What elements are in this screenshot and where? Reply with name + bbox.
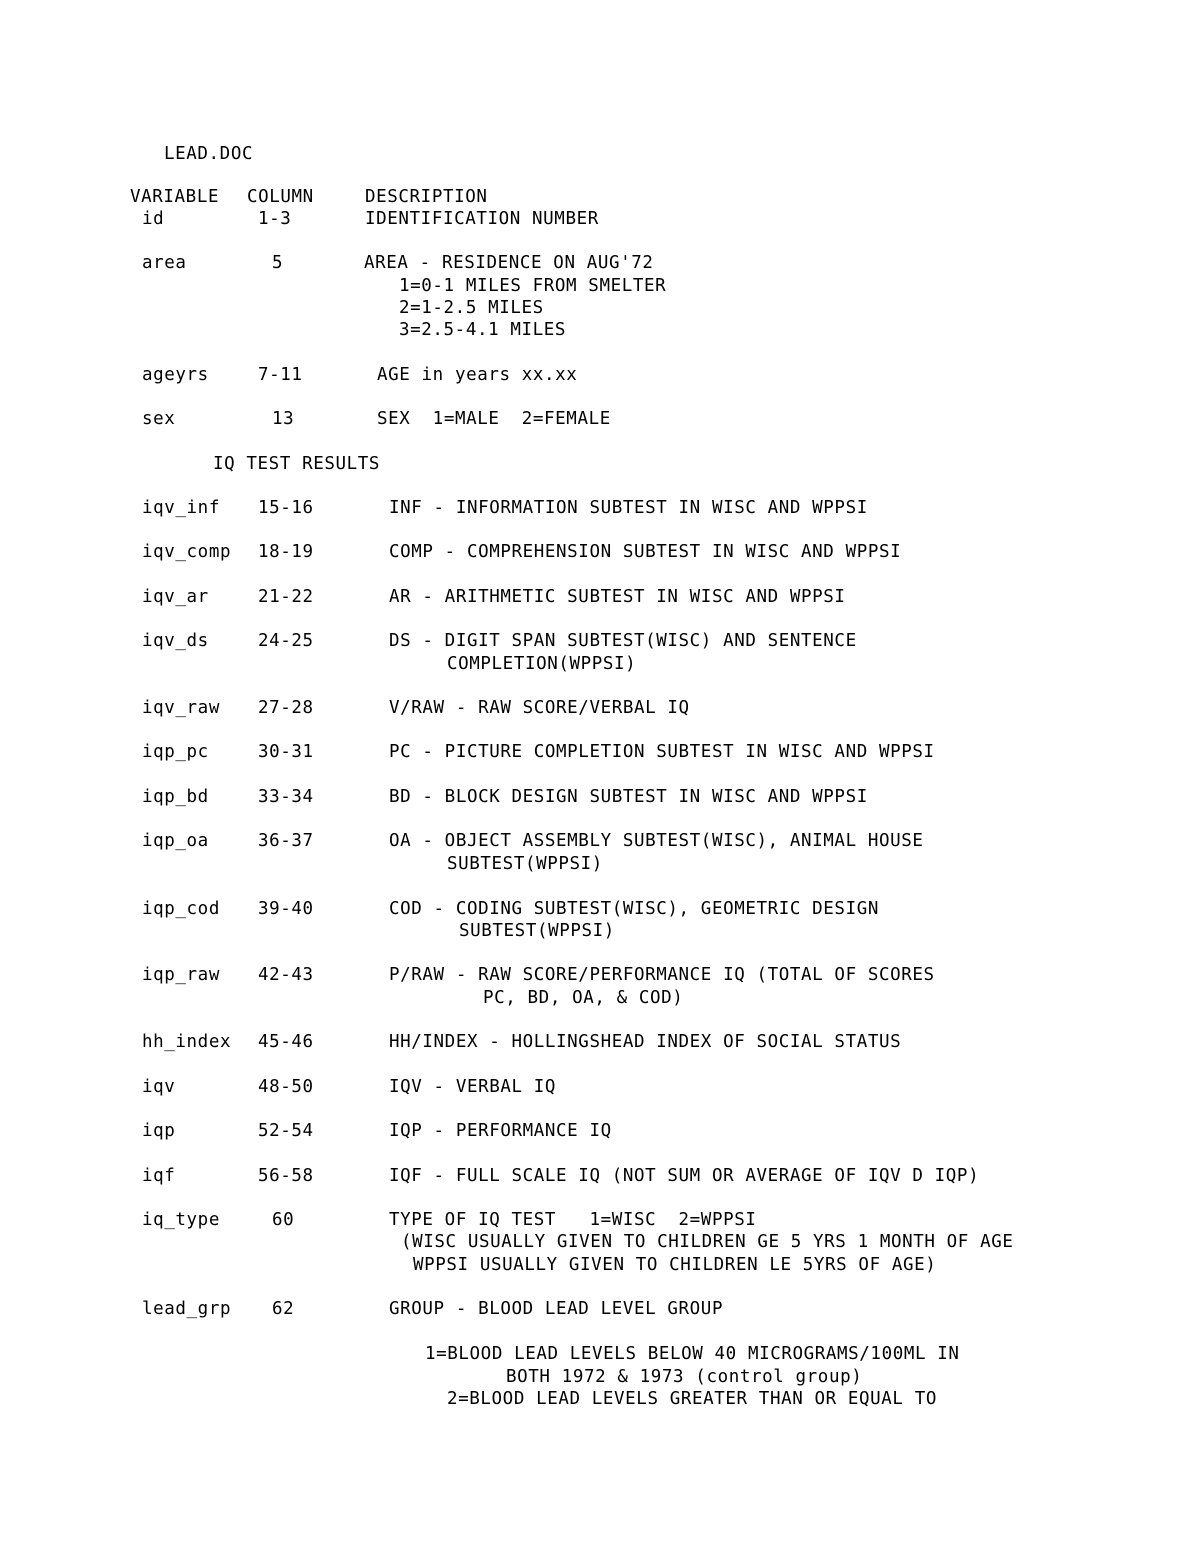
variable-name: iq_type bbox=[142, 1210, 220, 1230]
description-line: SUBTEST(WPPSI) bbox=[447, 854, 603, 874]
variable-name: iqv bbox=[142, 1077, 176, 1097]
description-line: BOTH 1972 & 1973 (control group) bbox=[506, 1367, 863, 1387]
column-range: 27-28 bbox=[258, 698, 314, 718]
description-line: 3=2.5-4.1 MILES bbox=[399, 320, 567, 340]
variable-name: iqv_ar bbox=[142, 587, 209, 607]
variable-name: iqf bbox=[142, 1166, 176, 1186]
variable-name: ageyrs bbox=[142, 365, 209, 385]
column-range: 52-54 bbox=[258, 1121, 314, 1141]
column-range: 33-34 bbox=[258, 787, 314, 807]
column-range: 7-11 bbox=[258, 365, 303, 385]
description-line: V/RAW - RAW SCORE/VERBAL IQ bbox=[389, 698, 690, 718]
variable-name: iqv_raw bbox=[142, 698, 220, 718]
column-range: 24-25 bbox=[258, 631, 314, 651]
description-line: WPPSI USUALLY GIVEN TO CHILDREN LE 5YRS OF AGE) bbox=[413, 1255, 937, 1275]
variable-name: iqv_comp bbox=[142, 542, 232, 562]
description-line: AR - ARITHMETIC SUBTEST IN WISC AND WPPSI bbox=[389, 587, 846, 607]
doc-title: LEAD.DOC bbox=[164, 144, 254, 164]
description-line: TYPE OF IQ TEST 1=WISC 2=WPPSI bbox=[389, 1210, 757, 1230]
variable-name: iqp bbox=[142, 1121, 176, 1141]
description-line: PC, BD, OA, & COD) bbox=[483, 988, 684, 1008]
description-line: IQP - PERFORMANCE IQ bbox=[389, 1121, 612, 1141]
variable-name: iqv_ds bbox=[142, 631, 209, 651]
section-heading: IQ TEST RESULTS bbox=[213, 454, 381, 474]
description-line: OA - OBJECT ASSEMBLY SUBTEST(WISC), ANIMAL HOUSE bbox=[389, 831, 924, 851]
variable-name: iqp_bd bbox=[142, 787, 209, 807]
variable-name: lead_grp bbox=[142, 1299, 232, 1319]
description-line: PC - PICTURE COMPLETION SUBTEST IN WISC AND WPPSI bbox=[389, 742, 935, 762]
description-line: AGE in years xx.xx bbox=[377, 365, 578, 385]
description-line: IQF - FULL SCALE IQ (NOT SUM OR AVERAGE OF IQV D IQP) bbox=[389, 1166, 980, 1186]
description-line: P/RAW - RAW SCORE/PERFORMANCE IQ (TOTAL OF SCORES bbox=[389, 965, 935, 985]
description-line: IDENTIFICATION NUMBER bbox=[365, 209, 599, 229]
column-range: 42-43 bbox=[258, 965, 314, 985]
column-range: 62 bbox=[272, 1299, 295, 1319]
column-range: 13 bbox=[272, 409, 295, 429]
description-line: GROUP - BLOOD LEAD LEVEL GROUP bbox=[389, 1299, 724, 1319]
variable-name: hh_index bbox=[142, 1032, 232, 1052]
header-description: DESCRIPTION bbox=[365, 187, 488, 207]
description-line: AREA - RESIDENCE ON AUG'72 bbox=[364, 253, 654, 273]
description-line: 1=0-1 MILES FROM SMELTER bbox=[399, 276, 667, 296]
variable-name: iqp_cod bbox=[142, 899, 220, 919]
variable-name: iqv_inf bbox=[142, 498, 220, 518]
column-range: 15-16 bbox=[258, 498, 314, 518]
description-line: COMP - COMPREHENSION SUBTEST IN WISC AND WPPSI bbox=[389, 542, 902, 562]
description-line: HH/INDEX - HOLLINGSHEAD INDEX OF SOCIAL STATUS bbox=[389, 1032, 902, 1052]
description-line: COMPLETION(WPPSI) bbox=[447, 654, 637, 674]
description-line: SUBTEST(WPPSI) bbox=[459, 921, 615, 941]
column-range: 18-19 bbox=[258, 542, 314, 562]
column-range: 5 bbox=[272, 253, 284, 273]
variable-name: id bbox=[142, 209, 165, 229]
description-line: SEX 1=MALE 2=FEMALE bbox=[377, 409, 611, 429]
column-range: 56-58 bbox=[258, 1166, 314, 1186]
column-range: 39-40 bbox=[258, 899, 314, 919]
description-line: BD - BLOCK DESIGN SUBTEST IN WISC AND WPPSI bbox=[389, 787, 868, 807]
variable-name: iqp_oa bbox=[142, 831, 209, 851]
description-line: 2=BLOOD LEAD LEVELS GREATER THAN OR EQUAL TO bbox=[447, 1389, 937, 1409]
column-range: 60 bbox=[272, 1210, 295, 1230]
variable-name: sex bbox=[142, 409, 176, 429]
description-line: COD - CODING SUBTEST(WISC), GEOMETRIC DESIGN bbox=[389, 899, 879, 919]
description-line: DS - DIGIT SPAN SUBTEST(WISC) AND SENTENCE bbox=[389, 631, 857, 651]
column-range: 1-3 bbox=[258, 209, 292, 229]
description-line: 2=1-2.5 MILES bbox=[399, 298, 544, 318]
column-range: 21-22 bbox=[258, 587, 314, 607]
variable-name: area bbox=[142, 253, 187, 273]
header-variable: VARIABLE bbox=[130, 187, 220, 207]
description-line: IQV - VERBAL IQ bbox=[389, 1077, 557, 1097]
variable-name: iqp_raw bbox=[142, 965, 220, 985]
column-range: 48-50 bbox=[258, 1077, 314, 1097]
variable-name: iqp_pc bbox=[142, 742, 209, 762]
description-line: (WISC USUALLY GIVEN TO CHILDREN GE 5 YRS 1 MONTH OF AGE bbox=[401, 1232, 1014, 1252]
column-range: 30-31 bbox=[258, 742, 314, 762]
description-line: 1=BLOOD LEAD LEVELS BELOW 40 MICROGRAMS/100ML IN bbox=[425, 1344, 960, 1364]
column-range: 45-46 bbox=[258, 1032, 314, 1052]
column-range: 36-37 bbox=[258, 831, 314, 851]
description-line: INF - INFORMATION SUBTEST IN WISC AND WPPSI bbox=[389, 498, 868, 518]
header-column: COLUMN bbox=[247, 187, 314, 207]
